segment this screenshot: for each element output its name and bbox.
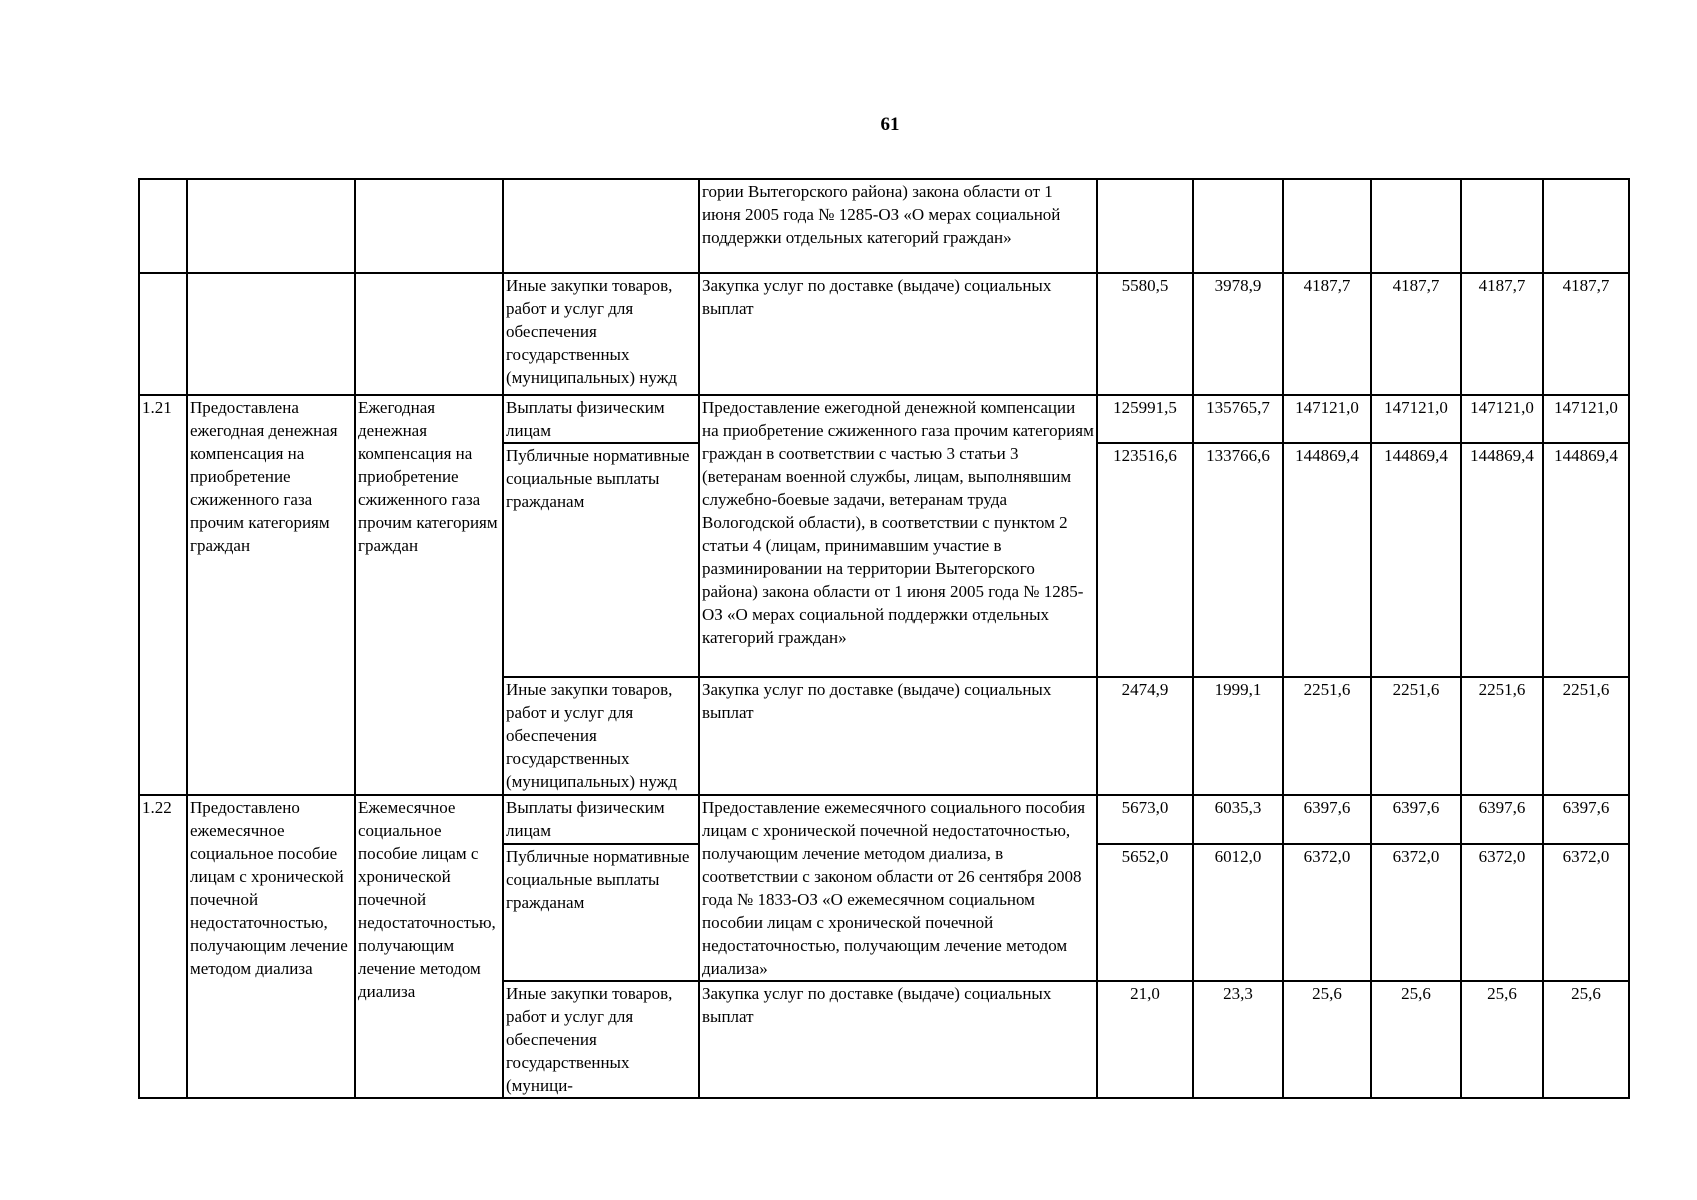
cell-value: 6397,6	[1371, 795, 1461, 844]
cell-value: 5673,0	[1097, 795, 1193, 844]
cell-value	[1097, 179, 1193, 273]
cell-value: 6397,6	[1543, 795, 1629, 844]
cell-purpose: Предоставление ежегодной денежной компенсации на приобретение сжиженного газа прочим категориям граждан в соответствии с частью 3 статьи 3 (ветеранам военной службы, лицам, выполнявшим служебно-боевые задачи, ветеранам труда Вологодской области), в соответствии с пунктом 2 статьи 4 (лицам, принимавшим участие в разминировании на территории Вытегорского района) закона области от 1 июня 2005 года № 1285-ОЗ «О мерах социальной поддержки отдельных категорий граждан»	[699, 395, 1097, 677]
cell-result	[187, 179, 355, 273]
cell-expense-type: Иные закупки товаров, работ и услуг для обеспечения государственных (муници-	[503, 981, 699, 1098]
cell-expense-type: Иные закупки товаров, работ и услуг для обеспечения государственных (муниципальных) нужд	[503, 273, 699, 395]
cell-value: 6372,0	[1283, 844, 1371, 981]
cell-result	[187, 273, 355, 395]
cell-value: 2251,6	[1283, 677, 1371, 795]
cell-code	[139, 273, 187, 395]
cell-value: 5652,0	[1097, 844, 1193, 981]
cell-value: 6372,0	[1461, 844, 1543, 981]
cell-value	[1371, 179, 1461, 273]
cell-value: 147121,0	[1543, 395, 1629, 443]
cell-measure: Ежемесячное социальное пособие лицам с хронической почечной недостаточностью, получающим лечение методом диализа	[355, 795, 503, 1098]
cell-value	[1461, 179, 1543, 273]
cell-value: 6372,0	[1543, 844, 1629, 981]
cell-value: 125991,5	[1097, 395, 1193, 443]
cell-value: 144869,4	[1371, 443, 1461, 677]
cell-purpose: Предоставление ежемесячного социального пособия лицам с хронической почечной недостаточностью, получающим лечение методом диализа, в соответствии с законом области от 26 сентября 2008 года № 1833-ОЗ «О ежемесячном социальном пособии лицам с хронической почечной недостаточностью, получающим лечение методом диализа»	[699, 795, 1097, 981]
cell-value: 2251,6	[1543, 677, 1629, 795]
cell-value	[1543, 179, 1629, 273]
cell-code: 1.22	[139, 795, 187, 1098]
cell-value: 25,6	[1543, 981, 1629, 1098]
cell-value: 4187,7	[1371, 273, 1461, 395]
cell-value: 6397,6	[1461, 795, 1543, 844]
cell-expense-type: Публичные нормативные социальные выплаты гражданам	[503, 443, 699, 677]
cell-value: 1999,1	[1193, 677, 1283, 795]
cell-value: 5580,5	[1097, 273, 1193, 395]
cell-purpose: Закупка услуг по доставке (выдаче) социальных выплат	[699, 981, 1097, 1098]
cell-value: 133766,6	[1193, 443, 1283, 677]
cell-value	[1193, 179, 1283, 273]
cell-result: Предоставлено ежемесячное социальное пособие лицам с хронической почечной недостаточностью, получающим лечение методом диализа	[187, 795, 355, 1098]
cell-code	[139, 179, 187, 273]
cell-value: 23,3	[1193, 981, 1283, 1098]
table-row	[139, 395, 1629, 443]
cell-purpose: Закупка услуг по доставке (выдаче) социальных выплат	[699, 273, 1097, 395]
cell-code: 1.21	[139, 395, 187, 795]
cell-value: 6012,0	[1193, 844, 1283, 981]
cell-expense-type	[503, 179, 699, 273]
cell-expense-type: Выплаты физическим лицам	[503, 395, 699, 443]
cell-value: 25,6	[1283, 981, 1371, 1098]
cell-value: 147121,0	[1283, 395, 1371, 443]
cell-value: 2474,9	[1097, 677, 1193, 795]
cell-value: 123516,6	[1097, 443, 1193, 677]
cell-value: 6372,0	[1371, 844, 1461, 981]
cell-value: 144869,4	[1461, 443, 1543, 677]
cell-value: 144869,4	[1283, 443, 1371, 677]
cell-measure	[355, 273, 503, 395]
cell-value: 25,6	[1461, 981, 1543, 1098]
cell-value	[1283, 179, 1371, 273]
table-row	[139, 179, 1629, 273]
cell-value: 2251,6	[1371, 677, 1461, 795]
page-number: 61	[880, 114, 900, 135]
cell-result: Предоставлена ежегодная денежная компенсация на приобретение сжиженного газа прочим категориям граждан	[187, 395, 355, 795]
cell-value: 25,6	[1371, 981, 1461, 1098]
table-row	[139, 795, 1629, 844]
cell-expense-type: Иные закупки товаров, работ и услуг для обеспечения государственных (муниципальных) нужд	[503, 677, 699, 795]
cell-purpose: гории Вытегорского района) закона области от 1 июня 2005 года № 1285-ОЗ «О мерах социальной поддержки отдельных категорий граждан»	[699, 179, 1097, 273]
cell-value: 6035,3	[1193, 795, 1283, 844]
cell-value: 135765,7	[1193, 395, 1283, 443]
cell-measure: Ежегодная денежная компенсация на приобретение сжиженного газа прочим категориям граждан	[355, 395, 503, 795]
cell-value: 144869,4	[1543, 443, 1629, 677]
cell-value: 147121,0	[1371, 395, 1461, 443]
cell-value: 2251,6	[1461, 677, 1543, 795]
cell-value: 4187,7	[1283, 273, 1371, 395]
cell-value: 6397,6	[1283, 795, 1371, 844]
budget-table	[138, 178, 1630, 1099]
cell-value: 4187,7	[1461, 273, 1543, 395]
cell-value: 147121,0	[1461, 395, 1543, 443]
table-row	[139, 273, 1629, 395]
cell-value: 3978,9	[1193, 273, 1283, 395]
cell-expense-type: Выплаты физическим лицам	[503, 795, 699, 844]
cell-value: 4187,7	[1543, 273, 1629, 395]
cell-purpose: Закупка услуг по доставке (выдаче) социальных выплат	[699, 677, 1097, 795]
cell-expense-type: Публичные нормативные социальные выплаты гражданам	[503, 844, 699, 981]
cell-value: 21,0	[1097, 981, 1193, 1098]
cell-measure	[355, 179, 503, 273]
